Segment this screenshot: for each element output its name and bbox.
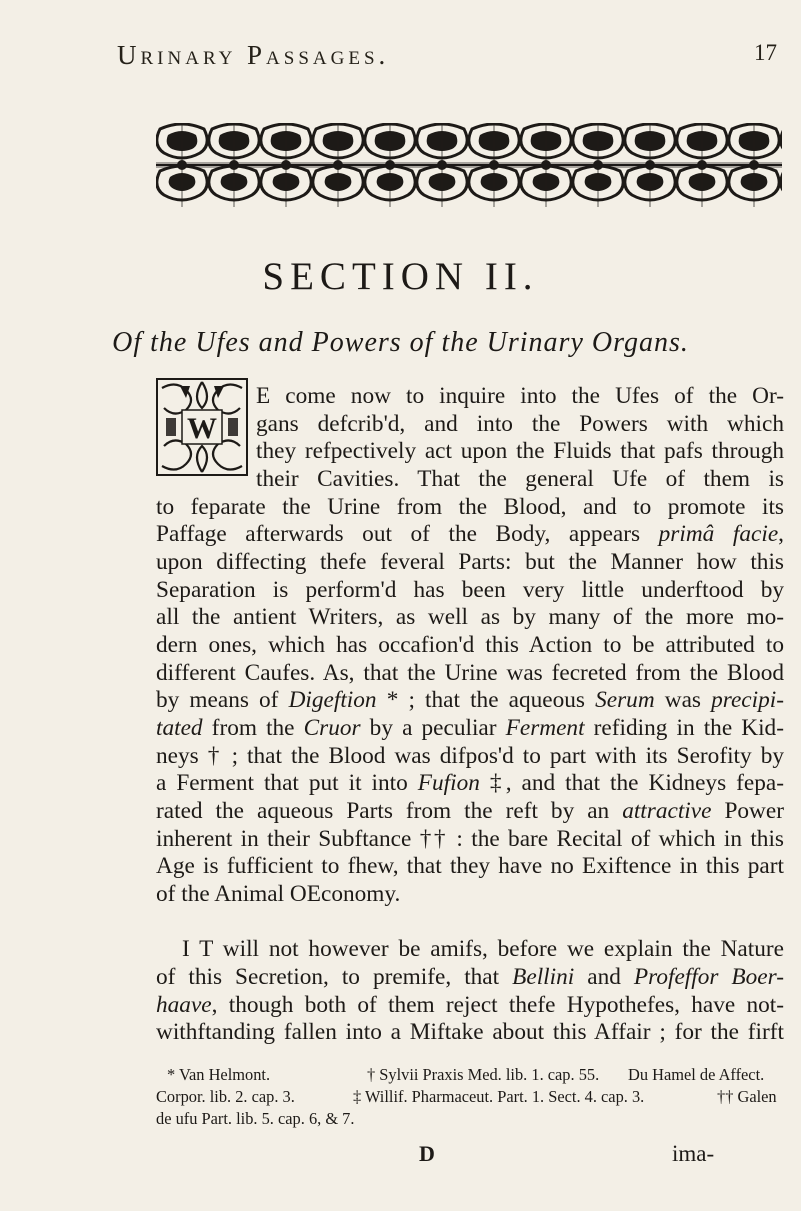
text-line: all the antient Writers, as well as by many of the more mo- bbox=[156, 604, 784, 630]
text-line: dern ones, which has occafion'd this Action to be attributed to bbox=[156, 632, 784, 658]
footnote: * Van Helmont. bbox=[167, 1065, 271, 1084]
text-line: they refpectively act upon the Fluids that pafs through bbox=[256, 438, 784, 464]
text-line: gans defcrib'd, and into the Powers with which bbox=[256, 411, 784, 437]
section-subtitle: Of the Ufes and Powers of the Urinary Organs. bbox=[112, 327, 689, 358]
text-line: by means of Digeftion * ; that the aqueous Serum was precipi- bbox=[156, 687, 784, 713]
text-line: Separation is perform'd has been very little underftood by bbox=[156, 577, 784, 603]
section-heading: SECTION II. bbox=[262, 255, 539, 298]
signature-mark: D bbox=[419, 1141, 435, 1166]
text-line: tated from the Cruor by a peculiar Ferment refiding in the Kid- bbox=[156, 715, 784, 741]
catchword: ima- bbox=[672, 1141, 715, 1166]
text-line: to feparate the Urine from the Blood, and to promote its bbox=[156, 494, 784, 520]
text-line: Age is fufficient to fhew, that they have no Exiftence in this part bbox=[156, 853, 784, 879]
drop-cap-initial bbox=[156, 378, 248, 476]
drop-cap-letter: W bbox=[187, 412, 217, 445]
footnote: †† Galen bbox=[717, 1087, 777, 1106]
footnote: † Sylvii Praxis Med. lib. 1. cap. 55. bbox=[367, 1065, 600, 1084]
text-line: withftanding fallen into a Miftake about this Affair ; for the firft bbox=[156, 1019, 784, 1045]
ornamental-band-icon bbox=[156, 123, 782, 207]
italic-phrase: primâ facie bbox=[658, 521, 779, 547]
text-line: haave, though both of them reject thefe Hypothefes, have not- bbox=[156, 992, 784, 1018]
text-line: inherent in their Subftance †† : the bare Recital of which in this bbox=[156, 826, 784, 852]
text-line: a Ferment that put it into Fufion ‡, and that the Kidneys fepa- bbox=[156, 770, 784, 796]
text-line: I T will not however be amifs, before we explain the Nature bbox=[182, 936, 784, 962]
footnote: Du Hamel de Affect. bbox=[628, 1065, 765, 1084]
text-line: E come now to inquire into the Ufes of the Or- bbox=[256, 383, 784, 409]
footnote: Corpor. lib. 2. cap. 3. bbox=[156, 1087, 295, 1106]
text-line: of this Secretion, to premife, that Bellini and Profeffor Boer- bbox=[156, 964, 785, 990]
text-line: neys † ; that the Blood was difpos'd to part with its Serofity by bbox=[156, 743, 784, 769]
text-line: different Caufes. As, that the Urine was fecreted from the Blood bbox=[156, 660, 784, 686]
page-number: 17 bbox=[754, 40, 777, 65]
footnote: de ufu Part. lib. 5. cap. 6, & 7. bbox=[156, 1109, 355, 1128]
text-line: Paffage afterwards out of the Body, appears primâ facie, bbox=[156, 521, 784, 547]
text-line: their Cavities. That the general Ufe of them is bbox=[256, 466, 784, 492]
text-line: of the Animal OEconomy. bbox=[156, 881, 401, 907]
footnote: ‡ Willif. Pharmaceut. Part. 1. Sect. 4. cap. 3. bbox=[353, 1087, 645, 1106]
running-head: Urinary Passages. bbox=[117, 40, 390, 70]
text-line: rated the aqueous Parts from the reft by an attractive Power bbox=[156, 798, 784, 824]
text-line: upon diffecting thefe feveral Parts: but the Manner how this bbox=[156, 549, 784, 575]
